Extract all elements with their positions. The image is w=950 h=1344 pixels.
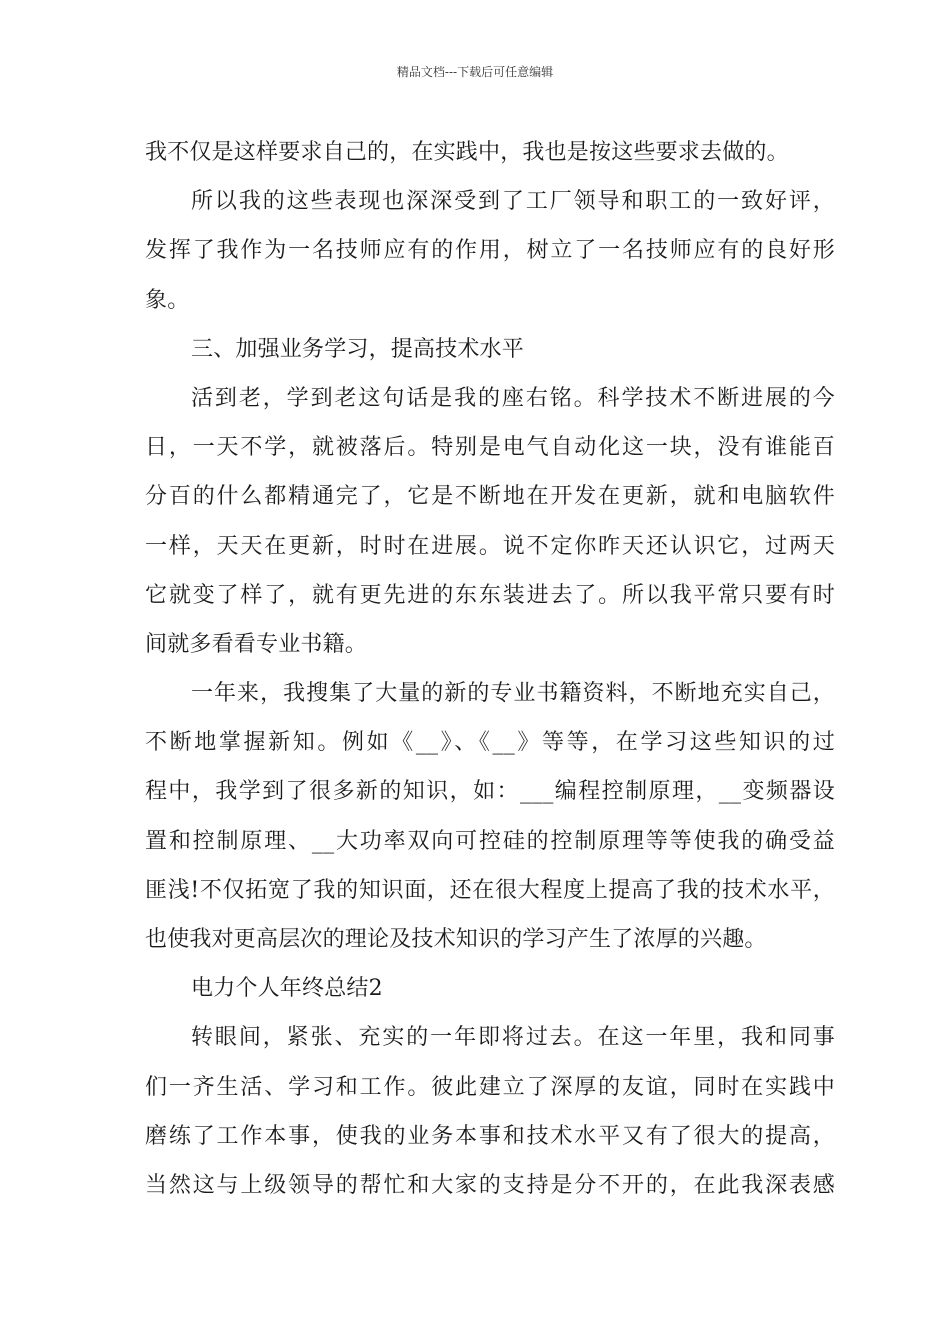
page-header: 精品文档---下载后可任意编辑: [396, 65, 554, 79]
text-line: 一年来，我搜集了大量的新的专业书籍资料，不断地充实自己，: [191, 681, 835, 707]
text-line: 一样，天天在更新，时时在进展。说不定你昨天还认识它，过两天: [145, 533, 835, 559]
text-line: 转眼间，紧张、充实的一年即将过去。在这一年里，我和同事: [191, 1025, 835, 1051]
document-body: [145, 128, 835, 1210]
text-line: 不断地掌握新知。例如《__》、《__》等等，在学习这些知识的过: [145, 730, 835, 756]
text-line: 发挥了我作为一名技师应有的作用，树立了一名技师应有的良好形: [145, 238, 835, 264]
text-line: 我不仅是这样要求自己的，在实践中，我也是按这些要求去做的。: [145, 140, 789, 165]
text-line: 日，一天不学，就被落后。特别是电气自动化这一块，没有谁能百: [145, 435, 835, 461]
text-line: 它就变了样了，就有更先进的东东装进去了。所以我平常只要有时: [145, 582, 835, 608]
text-line: 们一齐生活、学习和工作。彼此建立了深厚的友谊，同时在实践中: [145, 1074, 835, 1100]
text-line: 程中，我学到了很多新的知识，如：___编程控制原理，__变频器设: [145, 779, 835, 805]
text-line: 活到老，学到老这句话是我的座右铭。科学技术不断进展的今: [191, 385, 835, 411]
text-line: 匪浅!不仅拓宽了我的知识面，还在很大程度上提高了我的技术水平，: [145, 877, 835, 903]
text-line: 置和控制原理、__大功率双向可控硅的控制原理等等使我的确受益: [145, 828, 835, 854]
text-line: 磨练了工作本事，使我的业务本事和技术水平又有了很大的提高，: [145, 1123, 835, 1149]
text-line: 象。: [145, 287, 190, 313]
text-line: 所以我的这些表现也深深受到了工厂领导和职工的一致好评，: [191, 189, 835, 215]
text-line: 间就多看看专业书籍。: [145, 631, 368, 657]
section-heading: 三、加强业务学习，提高技术水平: [191, 336, 525, 362]
text-line: 当然这与上级领导的帮忙和大家的支持是分不开的，在此我深表感: [145, 1172, 835, 1198]
text-line: 分百的什么都精通完了，它是不断地在开发在更新，就和电脑软件: [145, 484, 835, 510]
text-line: 也使我对更高层次的理论及技术知识的学习产生了浓厚的兴趣。: [145, 927, 767, 952]
section-heading: 电力个人年终总结2: [191, 976, 383, 1002]
